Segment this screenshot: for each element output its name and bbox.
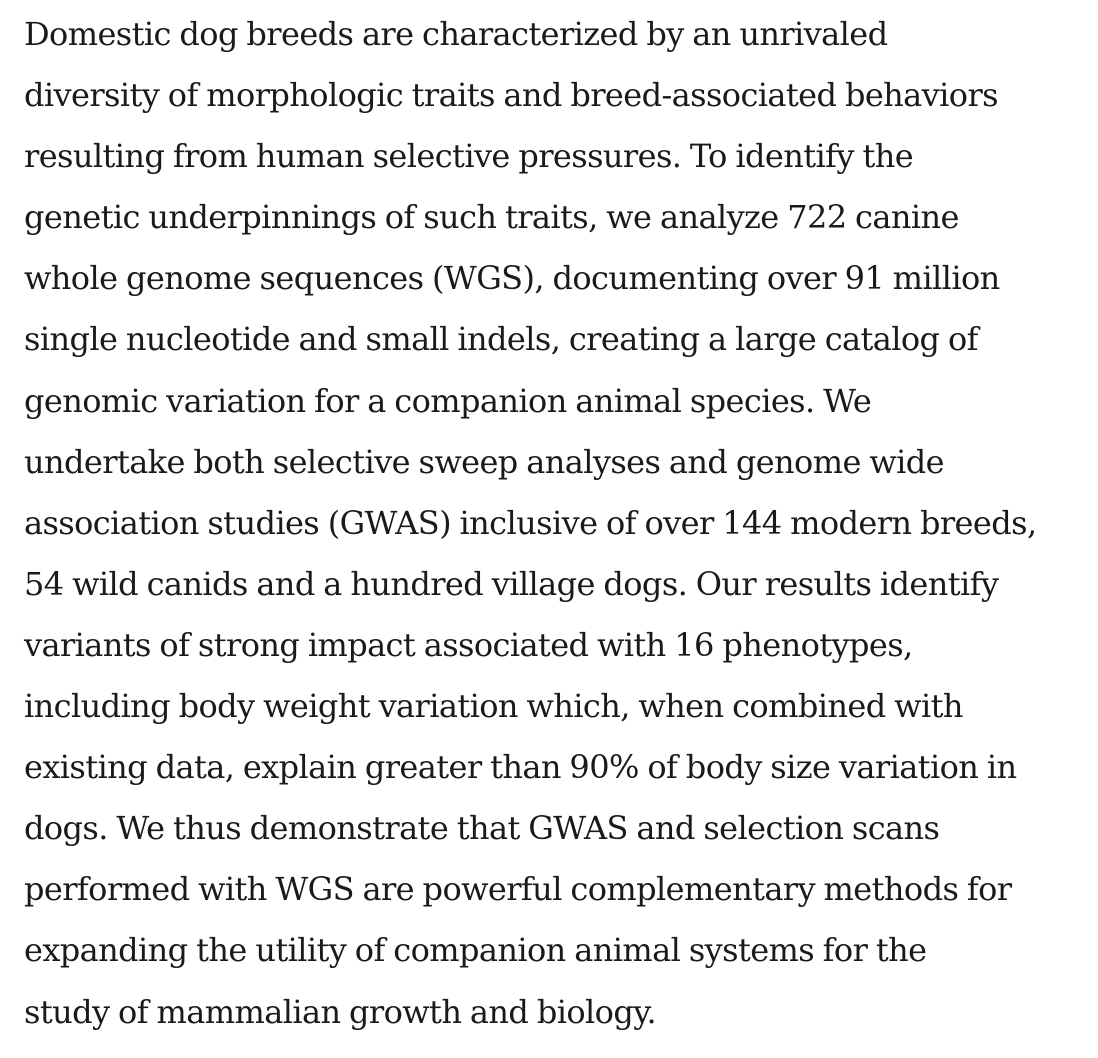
abstract-line: including body weight variation which, when combined with (24, 687, 963, 726)
abstract-line: performed with WGS are powerful complementary methods for (24, 870, 1012, 909)
abstract-line: Domestic dog breeds are characterized by an unrivaled (24, 15, 888, 53)
abstract-line: diversity of morphologic traits and breed-associated behaviors (24, 76, 998, 115)
abstract-line: resulting from human selective pressures. To identify the (24, 137, 914, 176)
abstract-line: variants of strong impact associated with 16 phenotypes, (24, 625, 913, 664)
abstract-line: genomic variation for a companion animal species. We (24, 381, 872, 420)
abstract-line: single nucleotide and small indels, creating a large catalog of (24, 320, 978, 359)
abstract-paragraph (24, 4, 1094, 1043)
abstract-line: whole genome sequences (WGS), documenting over 91 million (24, 259, 1000, 298)
abstract-line: association studies (GWAS) inclusive of over 144 modern breeds, (24, 503, 1037, 542)
abstract-line: genetic underpinnings of such traits, we analyze 722 canine (24, 198, 959, 237)
abstract-line: undertake both selective sweep analyses and genome wide (24, 442, 945, 481)
abstract-line: existing data, explain greater than 90% of body size variation in (24, 748, 1017, 787)
abstract-line: expanding the utility of companion animal systems for the (24, 931, 927, 970)
abstract-line: 54 wild canids and a hundred village dogs. Our results identify (24, 564, 999, 603)
abstract-line: dogs. We thus demonstrate that GWAS and selection scans (24, 809, 940, 848)
abstract-line: study of mammalian growth and biology. (24, 992, 657, 1031)
